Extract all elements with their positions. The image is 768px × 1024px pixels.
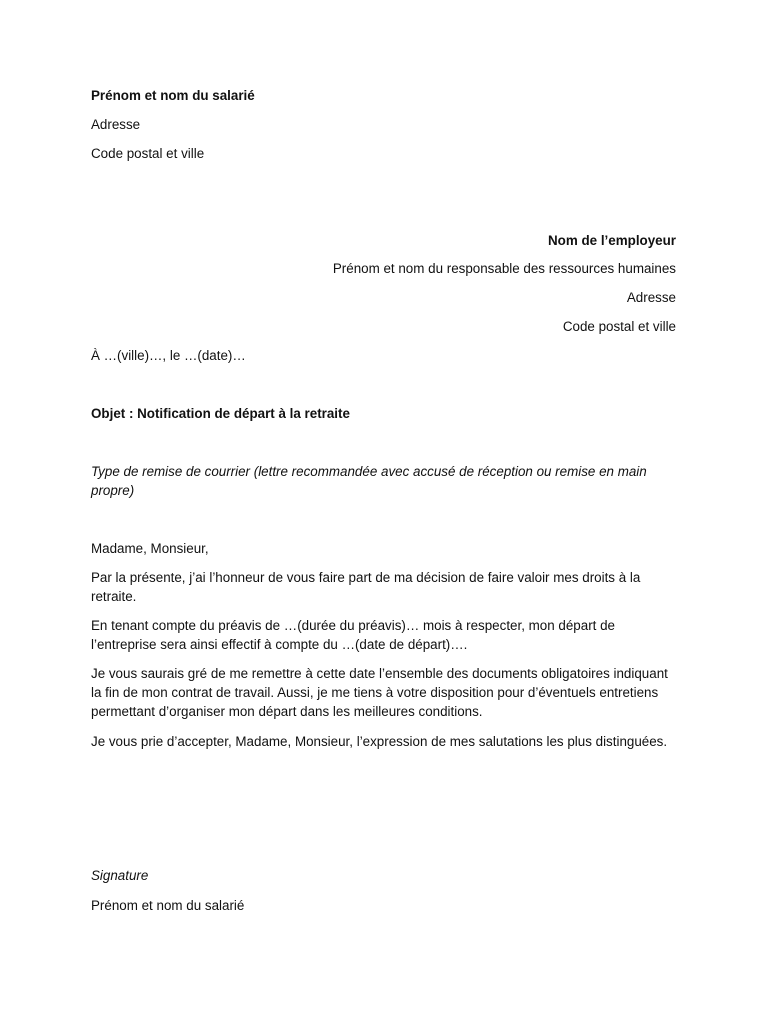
delivery-mode: Type de remise de courrier (lettre recommandée avec accusé de réception ou remise en main propre) — [91, 464, 647, 498]
body-paragraph-2: En tenant compte du préavis de …(durée du préavis)… mois à respecter, mon départ de l’entreprise sera ainsi effectif à compte du …(date de départ)…. — [91, 618, 615, 652]
subject-line: Objet : Notification de départ à la retraite — [91, 406, 350, 421]
signature-name: Prénom et nom du salarié — [91, 898, 245, 913]
recipient-hr-contact: Prénom et nom du responsable des ressources humaines — [332, 261, 676, 276]
recipient-address: Adresse — [626, 290, 676, 305]
sender-address: Adresse — [91, 117, 141, 132]
sender-name: Prénom et nom du salarié — [91, 88, 255, 103]
body-paragraph-1: Par la présente, j’ai l’honneur de vous faire part de ma décision de faire valoir mes droits à la retraite. — [91, 570, 641, 604]
salutation: Madame, Monsieur, — [91, 541, 209, 556]
recipient-city: Code postal et ville — [562, 319, 676, 334]
sender-city: Code postal et ville — [91, 146, 205, 161]
body-paragraph-3: Je vous saurais gré de me remettre à cette date l’ensemble des documents obligatoires indiquant la fin de mon contrat de travail. Aussi, je me tiens à votre disposition pour d’éventuels entretiens permettant d’organiser mon départ dans les meilleures conditions. — [91, 666, 668, 719]
place-date: À …(ville)…, le …(date)… — [91, 348, 246, 363]
signature-label: Signature — [91, 868, 149, 883]
body-paragraph-4: Je vous prie d’accepter, Madame, Monsieur, l’expression de mes salutations les plus distinguées. — [91, 734, 668, 749]
recipient-employer: Nom de l’employeur — [548, 233, 676, 248]
